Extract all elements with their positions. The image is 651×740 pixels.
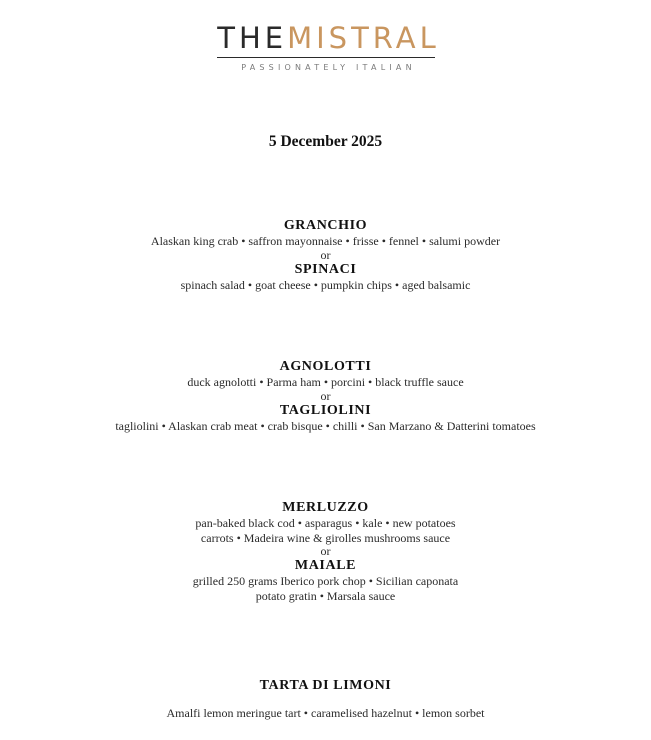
dish-name: GRANCHIO [283, 218, 368, 233]
dish-name: AGNOLOTTI [279, 359, 372, 374]
dish-name: MAIALE [294, 558, 357, 573]
logo-mistral: MISTRAL [287, 21, 440, 55]
logo-the: THE [217, 21, 288, 55]
dessert-description: Amalfi lemon meringue tart • caramelised hazelnut • lemon sorbet [166, 706, 485, 720]
restaurant-logo [0, 22, 651, 72]
course-main [0, 500, 651, 603]
or-separator: or [320, 388, 331, 403]
dish-description: spinach salad • goat cheese • pumpkin chips • aged balsamic [180, 277, 471, 292]
dish-description: Alaskan king crab • saffron mayonnaise • frisse • fennel • salumi powder [150, 234, 501, 248]
logo-wordmark [217, 22, 440, 54]
dish-name: MERLUZZO [282, 500, 369, 515]
dish-description: tagliolini • Alaskan crab meat • crab bisque • chilli • San Marzano & Datterini tomatoes [115, 418, 536, 433]
course-starter [0, 218, 651, 292]
or-separator: or [320, 247, 331, 262]
dish-name: TAGLIOLINI [279, 402, 372, 418]
dish-description: duck agnolotti • Parma ham • porcini • black truffle sauce [187, 375, 464, 389]
logo-tagline: PASSIONATELY ITALIAN [241, 63, 416, 72]
course-pasta [0, 359, 651, 433]
dessert-name: TARTA DI LIMONI [259, 678, 392, 693]
or-separator: or [320, 544, 331, 558]
dish-description: potato gratin • Marsala sauce [255, 588, 396, 603]
dish-description: carrots • Madeira wine & girolles mushrooms sauce [200, 530, 451, 545]
dish-description: grilled 250 grams Iberico pork chop • Sicilian caponata [192, 574, 459, 588]
course-dessert [0, 678, 651, 721]
dish-description: pan-baked black cod • asparagus • kale • new potatoes [195, 516, 456, 530]
dish-name: SPINACI [294, 261, 357, 277]
logo-divider [217, 57, 435, 58]
menu-date: 5 December 2025 [268, 133, 383, 150]
